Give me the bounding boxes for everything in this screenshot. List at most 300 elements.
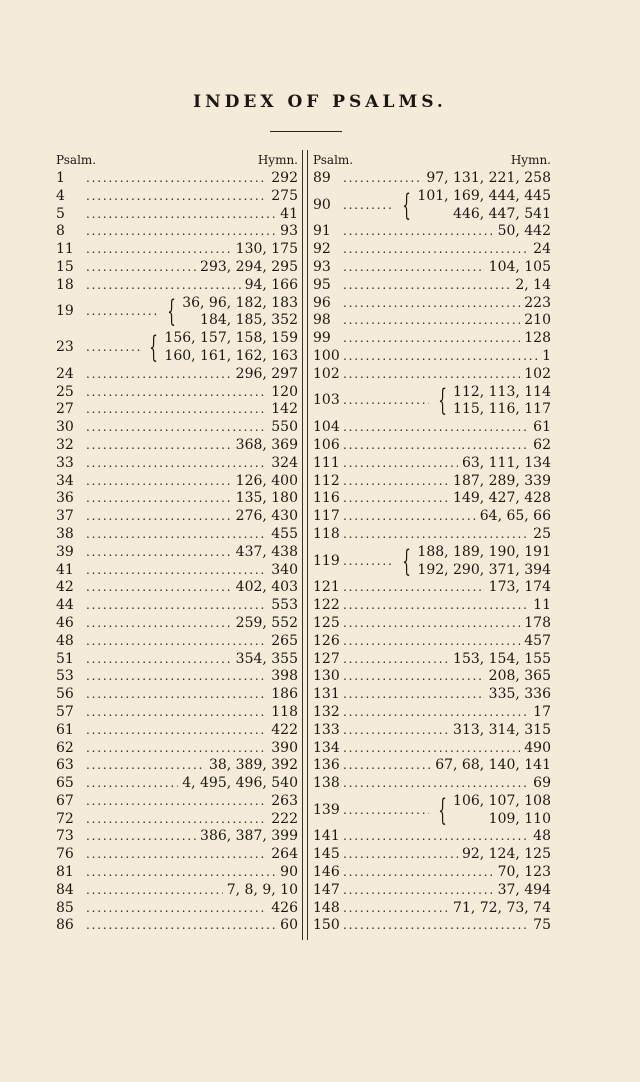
hymn-numbers: 24 <box>533 241 551 258</box>
index-row <box>56 917 298 935</box>
index-row <box>313 597 551 615</box>
leader-dots <box>343 900 449 918</box>
hymn-numbers: 149, 427, 428 <box>453 490 551 507</box>
leader-dots <box>343 437 529 455</box>
psalm-number: 99 <box>313 330 331 347</box>
hymn-numbers: 390 <box>271 739 298 756</box>
leader-dots <box>343 277 511 295</box>
index-row <box>313 437 551 455</box>
psalm-number: 15 <box>56 258 74 275</box>
leader-dots <box>86 597 267 615</box>
psalm-number: 57 <box>56 703 74 720</box>
leader-dots <box>343 597 529 615</box>
psalm-number: 84 <box>56 881 74 898</box>
index-row <box>313 295 551 313</box>
right-index-rows <box>313 170 551 935</box>
psalm-number: 90 <box>313 196 331 213</box>
index-row <box>56 846 298 864</box>
hymn-numbers: 210 <box>524 312 551 329</box>
leader-dots <box>86 882 223 900</box>
psalm-number: 119 <box>313 552 340 569</box>
index-row <box>56 223 298 241</box>
index-row <box>313 900 551 918</box>
hymn-numbers: 457 <box>524 632 551 649</box>
index-row <box>56 330 298 366</box>
leader-dots <box>86 811 267 829</box>
leader-dots <box>343 579 485 597</box>
psalm-number: 111 <box>313 454 340 471</box>
leader-dots <box>343 348 538 366</box>
psalm-number: 41 <box>56 561 74 578</box>
leader-dots <box>343 366 520 384</box>
leader-dots <box>86 490 232 508</box>
index-row <box>56 526 298 544</box>
psalm-number: 33 <box>56 454 74 471</box>
hymn-numbers: 135, 180 <box>235 490 298 507</box>
index-row <box>313 828 551 846</box>
leader-dots <box>86 775 178 793</box>
index-row <box>313 917 551 935</box>
leader-dots <box>86 722 267 740</box>
psalm-number: 56 <box>56 686 74 703</box>
hymn-numbers: 93 <box>280 223 298 240</box>
hymn-numbers: 112, 113, 114 <box>453 383 551 400</box>
leader-dots <box>86 686 267 704</box>
leader-dots <box>343 419 529 437</box>
psalm-number: 19 <box>56 303 74 320</box>
hymn-numbers: 48 <box>533 828 551 845</box>
psalm-number: 30 <box>56 419 74 436</box>
index-row <box>56 401 298 419</box>
hymn-numbers: 104, 105 <box>488 258 551 275</box>
leader-dots <box>343 312 520 330</box>
psalm-number: 42 <box>56 579 74 596</box>
hymn-numbers: 70, 123 <box>497 864 551 881</box>
title-rule <box>270 131 342 132</box>
hymn-numbers: 63, 111, 134 <box>461 454 551 471</box>
psalm-number: 121 <box>313 579 340 596</box>
psalm-number: 102 <box>313 365 340 382</box>
leader-dots <box>343 668 485 686</box>
leader-dots <box>86 757 205 775</box>
index-row <box>313 490 551 508</box>
index-row <box>56 686 298 704</box>
psalm-number: 125 <box>313 614 340 631</box>
index-row <box>313 579 551 597</box>
psalm-number: 138 <box>313 775 340 792</box>
leader-dots <box>86 384 267 402</box>
leader-dots <box>86 419 267 437</box>
leader-dots <box>343 740 520 758</box>
leader-dots <box>343 651 449 669</box>
index-row <box>313 615 551 633</box>
hymn-numbers: 36, 96, 182, 183 <box>182 294 298 311</box>
index-row <box>313 740 551 758</box>
index-row <box>56 508 298 526</box>
hymn-numbers: 90 <box>280 864 298 881</box>
leader-dots <box>86 206 276 224</box>
hymn-numbers: 71, 72, 73, 74 <box>453 899 551 916</box>
index-row <box>313 864 551 882</box>
psalm-number: 61 <box>56 721 74 738</box>
hymn-numbers: 222 <box>271 810 298 827</box>
leader-dots <box>86 668 267 686</box>
hymn-numbers: 115, 116, 117 <box>453 401 551 418</box>
leader-dots <box>86 704 267 722</box>
leader-dots <box>86 917 276 935</box>
index-row <box>313 775 551 793</box>
hymn-numbers: 142 <box>271 401 298 418</box>
index-row <box>56 437 298 455</box>
index-row <box>56 295 298 331</box>
hymn-numbers: 109, 110 <box>488 810 551 827</box>
index-row <box>313 508 551 526</box>
leader-dots <box>86 401 267 419</box>
leader-dots <box>343 508 476 526</box>
hymn-numbers: 101, 169, 444, 445 <box>417 187 551 204</box>
hymn-numbers: 324 <box>271 454 298 471</box>
index-row <box>56 188 298 206</box>
psalm-number: 96 <box>313 294 331 311</box>
right-column-header <box>313 150 551 170</box>
psalm-number: 86 <box>56 917 74 934</box>
leader-dots <box>343 526 529 544</box>
psalm-number: 27 <box>56 401 74 418</box>
hymn-numbers: 118 <box>271 703 298 720</box>
psalm-number: 81 <box>56 864 74 881</box>
hymn-numbers: 354, 355 <box>235 650 298 667</box>
psalm-header: Psalm. <box>313 153 354 167</box>
leader-dots <box>343 223 494 241</box>
index-row <box>313 633 551 651</box>
psalm-number: 141 <box>313 828 340 845</box>
psalm-number: 32 <box>56 436 74 453</box>
leader-dots <box>86 544 232 562</box>
leader-dots <box>343 615 520 633</box>
hymn-lines <box>453 384 551 420</box>
psalm-number: 36 <box>56 490 74 507</box>
leader-dots <box>86 303 158 321</box>
leader-dots <box>343 633 520 651</box>
hymn-numbers: 75 <box>533 917 551 934</box>
psalm-number: 134 <box>313 739 340 756</box>
psalm-number: 1 <box>56 170 65 186</box>
psalm-number: 145 <box>313 846 340 863</box>
hymn-group <box>144 330 298 366</box>
leader-dots <box>86 793 267 811</box>
psalm-number: 136 <box>313 757 340 774</box>
psalm-number: 5 <box>56 205 65 222</box>
leader-dots <box>343 828 529 846</box>
leader-dots <box>343 490 449 508</box>
leader-dots <box>86 339 140 357</box>
psalm-number: 92 <box>313 241 331 258</box>
psalm-number: 103 <box>313 392 340 409</box>
leader-dots <box>343 882 494 900</box>
index-row <box>313 259 551 277</box>
hymn-group <box>433 793 551 829</box>
hymn-numbers: 37, 494 <box>497 881 551 898</box>
leader-dots <box>343 473 449 491</box>
psalm-number: 126 <box>313 632 340 649</box>
psalm-number: 34 <box>56 472 74 489</box>
page-title: INDEX OF PSALMS. <box>193 92 447 112</box>
leader-dots <box>343 295 520 313</box>
leader-dots <box>343 802 429 820</box>
hymn-group <box>397 188 551 224</box>
index-row <box>313 722 551 740</box>
index-row <box>56 882 298 900</box>
leader-dots <box>86 277 241 295</box>
hymn-numbers: 422 <box>271 721 298 738</box>
index-row <box>56 651 298 669</box>
psalm-number: 37 <box>56 508 74 525</box>
psalm-header: Psalm. <box>56 153 97 167</box>
index-row <box>56 544 298 562</box>
hymn-numbers: 186 <box>271 686 298 703</box>
hymn-numbers: 17 <box>533 703 551 720</box>
psalm-number: 131 <box>313 686 340 703</box>
index-row <box>313 455 551 473</box>
leader-dots <box>86 259 196 277</box>
hymn-numbers: 192, 290, 371, 394 <box>417 561 551 578</box>
index-row <box>313 384 551 420</box>
hymn-numbers: 368, 369 <box>235 436 298 453</box>
leader-dots <box>343 392 429 410</box>
hymn-group <box>397 544 551 580</box>
hymn-numbers: 553 <box>271 597 298 614</box>
hymn-numbers: 92, 124, 125 <box>461 846 551 863</box>
hymn-numbers: 455 <box>271 525 298 542</box>
leader-dots <box>86 562 267 580</box>
index-row <box>56 757 298 775</box>
index-row <box>56 828 298 846</box>
column-divider <box>302 150 308 940</box>
psalm-number: 76 <box>56 846 74 863</box>
hymn-numbers: 153, 154, 155 <box>453 650 551 667</box>
hymn-numbers: 50, 442 <box>497 223 551 240</box>
psalm-number: 8 <box>56 223 65 240</box>
index-row <box>56 170 298 188</box>
hymn-lines <box>164 330 298 366</box>
psalm-number: 51 <box>56 650 74 667</box>
psalm-number: 150 <box>313 917 340 934</box>
hymn-numbers: 173, 174 <box>488 579 551 596</box>
leader-dots <box>343 704 529 722</box>
hymn-numbers: 4, 495, 496, 540 <box>182 775 298 792</box>
hymn-lines <box>417 188 551 224</box>
psalm-number: 133 <box>313 721 340 738</box>
index-row <box>56 597 298 615</box>
index-row <box>313 330 551 348</box>
psalm-number: 122 <box>313 597 340 614</box>
psalm-number: 25 <box>56 383 74 400</box>
hymn-numbers: 41 <box>280 205 298 222</box>
hymn-numbers: 120 <box>271 383 298 400</box>
index-row <box>313 277 551 295</box>
index-row <box>313 882 551 900</box>
index-row <box>313 241 551 259</box>
psalm-number: 139 <box>313 801 340 818</box>
hymn-numbers: 490 <box>524 739 551 756</box>
leader-dots <box>86 473 232 491</box>
index-row <box>56 633 298 651</box>
hymn-numbers: 264 <box>271 846 298 863</box>
psalm-number: 73 <box>56 828 74 845</box>
index-row <box>313 419 551 437</box>
hymn-numbers: 263 <box>271 792 298 809</box>
hymn-numbers: 102 <box>524 365 551 382</box>
hymn-numbers: 292 <box>271 170 298 186</box>
hymn-numbers: 550 <box>271 419 298 436</box>
psalm-number: 38 <box>56 525 74 542</box>
leader-dots <box>86 455 267 473</box>
index-row <box>56 259 298 277</box>
leader-dots <box>86 846 267 864</box>
psalm-number: 53 <box>56 668 74 685</box>
index-row <box>56 384 298 402</box>
leader-dots <box>86 651 232 669</box>
hymn-numbers: 130, 175 <box>235 241 298 258</box>
hymn-numbers: 106, 107, 108 <box>453 792 551 809</box>
psalm-number: 106 <box>313 436 340 453</box>
index-row <box>56 793 298 811</box>
index-row <box>56 722 298 740</box>
index-row <box>313 793 551 829</box>
hymn-numbers: 398 <box>271 668 298 685</box>
hymn-numbers: 160, 161, 162, 163 <box>164 347 298 364</box>
hymn-numbers: 2, 14 <box>515 276 551 293</box>
index-row <box>56 455 298 473</box>
hymn-header: Hymn. <box>257 153 298 167</box>
leader-dots <box>343 846 458 864</box>
index-row <box>313 651 551 669</box>
hymn-numbers: 188, 189, 190, 191 <box>417 543 551 560</box>
psalm-number: 95 <box>313 276 331 293</box>
leader-dots <box>86 828 196 846</box>
psalm-number: 117 <box>313 508 340 525</box>
hymn-numbers: 265 <box>271 632 298 649</box>
hymn-numbers: 187, 289, 339 <box>453 472 551 489</box>
leader-dots <box>343 170 422 188</box>
psalm-number: 48 <box>56 632 74 649</box>
index-row <box>56 668 298 686</box>
psalm-number: 130 <box>313 668 340 685</box>
leader-dots <box>86 633 267 651</box>
hymn-numbers: 293, 294, 295 <box>200 258 298 275</box>
leader-dots <box>343 553 393 571</box>
leader-dots <box>86 241 232 259</box>
psalm-number: 18 <box>56 276 74 293</box>
hymn-numbers: 97, 131, 221, 258 <box>426 170 551 186</box>
hymn-group <box>433 384 551 420</box>
psalm-number: 146 <box>313 864 340 881</box>
hymn-lines <box>182 295 298 331</box>
index-row <box>313 544 551 580</box>
index-row <box>313 312 551 330</box>
psalm-number: 89 <box>313 170 331 186</box>
hymn-numbers: 61 <box>533 419 551 436</box>
index-row <box>56 419 298 437</box>
index-row <box>313 668 551 686</box>
leader-dots <box>86 170 267 188</box>
psalm-number: 24 <box>56 365 74 382</box>
hymn-numbers: 386, 387, 399 <box>200 828 298 845</box>
hymn-numbers: 67, 68, 140, 141 <box>435 757 551 774</box>
psalm-number: 63 <box>56 757 74 774</box>
leader-dots <box>86 864 276 882</box>
psalm-number: 65 <box>56 775 74 792</box>
leader-dots <box>343 757 431 775</box>
hymn-lines <box>453 793 551 829</box>
psalm-number: 23 <box>56 339 74 356</box>
index-row <box>313 704 551 722</box>
leader-dots <box>86 223 276 241</box>
psalm-number: 85 <box>56 899 74 916</box>
psalm-number: 98 <box>313 312 331 329</box>
leader-dots <box>343 722 449 740</box>
hymn-numbers: 69 <box>533 775 551 792</box>
left-column-header <box>56 150 298 170</box>
hymn-numbers: 402, 403 <box>235 579 298 596</box>
index-row <box>313 170 551 188</box>
brace-glyph: { <box>438 383 447 419</box>
hymn-header: Hymn. <box>510 153 551 167</box>
leader-dots <box>343 917 529 935</box>
leader-dots <box>86 615 232 633</box>
index-row <box>56 740 298 758</box>
hymn-numbers: 7, 8, 9, 10 <box>226 881 298 898</box>
index-row <box>56 775 298 793</box>
brace-glyph: { <box>402 543 412 579</box>
psalm-number: 4 <box>56 187 65 204</box>
index-row <box>313 757 551 775</box>
hymn-numbers: 426 <box>271 899 298 916</box>
hymn-numbers: 1 <box>542 347 551 364</box>
index-row <box>313 223 551 241</box>
hymn-numbers: 276, 430 <box>235 508 298 525</box>
hymn-numbers: 25 <box>533 525 551 542</box>
index-row <box>56 615 298 633</box>
leader-dots <box>343 686 485 704</box>
leader-dots <box>343 259 485 277</box>
leader-dots <box>86 508 232 526</box>
hymn-numbers: 11 <box>533 597 551 614</box>
hymn-numbers: 223 <box>524 294 551 311</box>
hymn-numbers: 184, 185, 352 <box>200 312 298 329</box>
leader-dots <box>343 864 494 882</box>
index-row <box>56 900 298 918</box>
leader-dots <box>86 366 232 384</box>
index-row <box>56 473 298 491</box>
psalm-number: 118 <box>313 525 340 542</box>
index-row <box>56 366 298 384</box>
psalm-number: 46 <box>56 614 74 631</box>
hymn-numbers: 60 <box>280 917 298 934</box>
index-row <box>313 366 551 384</box>
index-row <box>56 490 298 508</box>
leader-dots <box>86 579 232 597</box>
brace-glyph: { <box>402 187 412 223</box>
index-row <box>313 686 551 704</box>
hymn-group <box>162 295 298 331</box>
psalm-number: 100 <box>313 347 340 364</box>
psalm-number: 93 <box>313 258 331 275</box>
index-row <box>313 348 551 366</box>
psalm-number: 132 <box>313 703 340 720</box>
hymn-numbers: 128 <box>524 330 551 347</box>
hymn-numbers: 94, 166 <box>244 276 298 293</box>
